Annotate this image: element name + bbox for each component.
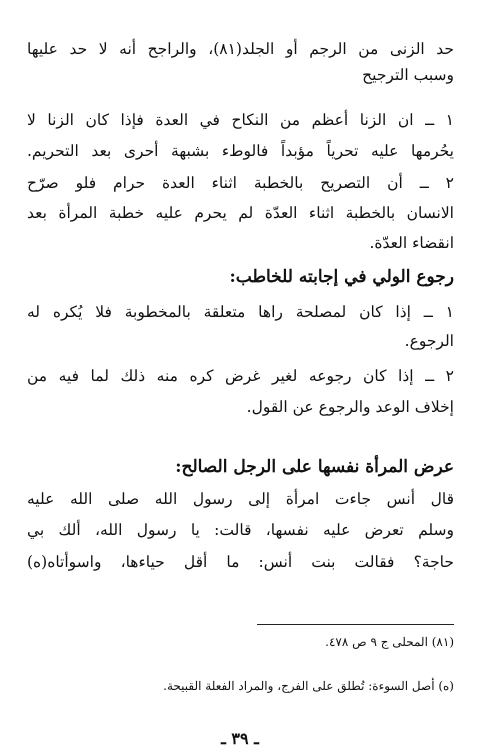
section-heading-woman-offer: عرض المرأة نفسها على الرجل الصالح: — [175, 457, 454, 477]
text-line-5: ٢ ــ أن التصريح بالخطبة اثناء العدة حرام فلو صرّح — [27, 174, 454, 192]
text-line-14: حاجة؟ فقالت بنت أنس: ما أقل حياءها، واسوأتاه(ه) — [27, 553, 454, 571]
text-line-2: وسبب الترجيح — [362, 66, 454, 84]
text-line-3: ١ ــ ان الزنا أعظم من النكاح في العدة فإذا كان الزنا لا — [27, 111, 454, 129]
text-line-10: ٢ ــ إذا كان رجوعه لغير غرض كره منه ذلك لما فيه من — [27, 367, 454, 385]
text-line-8: ١ ــ إذا كان لمصلحة راها متعلقة بالمخطوبة فلا يُكره له — [27, 303, 454, 321]
text-line-4: يحُرمها عليه تحرياً مؤبداً فالوطء بشبهة أحرى بعد التحريم. — [27, 142, 454, 160]
text-line-12: قال أنس جاءت امرأة إلى رسول الله صلى الله عليه — [27, 490, 454, 508]
page-number: ـ ٣٩ ـ — [221, 729, 259, 748]
footnote-ha: (ه) أصل السوءة: تُطلق على الفرج، والمراد الفعلة القبيحة. — [163, 679, 454, 693]
text-line-13: وسلم تعرض عليه نفسها، قالت: يا رسول الله، ألك بي — [27, 521, 454, 539]
text-line-11: إخلاف الوعد والرجوع عن القول. — [246, 398, 454, 416]
text-line-7: انقضاء العدّة. — [369, 234, 454, 252]
section-heading-guardian-withdrawal: رجوع الولي في إجابته للخاطب: — [229, 267, 454, 287]
text-line-9: الرجوع. — [404, 332, 454, 350]
footnote-81: (٨١) المحلى ج ٩ ص ٤٧٨. — [325, 635, 454, 649]
footnote-separator — [257, 624, 454, 625]
text-line-1: حد الزنى من الرجم أو الجلد(٨١)، والراجح أنه لا حد عليها — [27, 40, 455, 58]
text-line-6: الانسان بالخطبة اثناء العدّة لم يحرم عليه خطبة المرأة بعد — [27, 204, 454, 222]
